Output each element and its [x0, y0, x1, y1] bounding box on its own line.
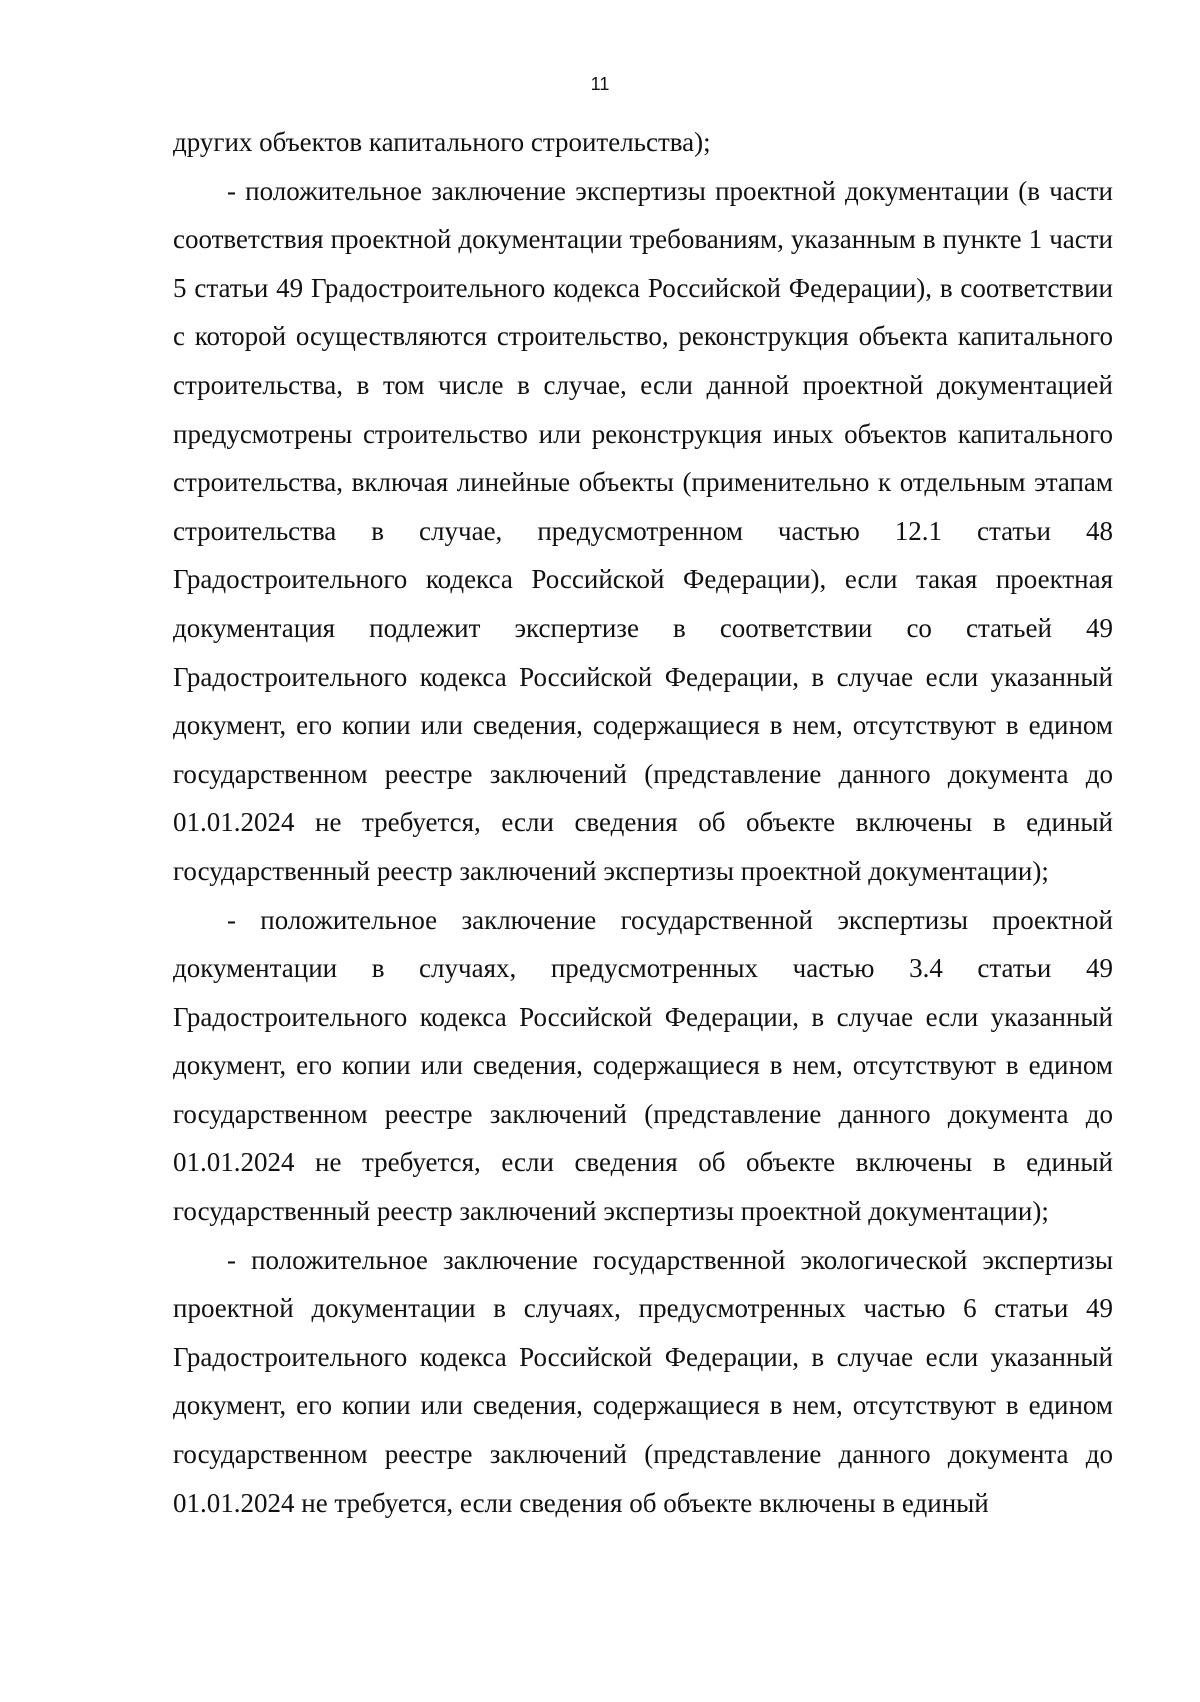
document-body	[173, 118, 1113, 1527]
page-number: 11	[590, 74, 610, 94]
paragraph-continuation: других объектов капитального строительства);	[173, 127, 711, 157]
paragraph-state-expertise: - положительное заключение государственной экспертизы проектной документации в случаях, предусмотренных частью 3.4 статьи 49 Градостроительного кодекса Российской Федерации, в случае если указанный документ, его копии или сведения, содержащиеся в нем, отсутствуют в едином государственном реестре заключений (представление данного документа до 01.01.2024 не требуется, если сведения об объекте включены в единый государственный реестр заключений экспертизы проектной документации);	[173, 904, 1113, 1227]
paragraph-project-documentation-expertise: - положительное заключение экспертизы проектной документации (в части соответствия проектной документации требованиям, указанным в пункте 1 части 5 статьи 49 Градостроительного кодекса Российской Федерации), в соответствии с которой осуществляются строительство, реконструкция объекта капитального строительства, в том числе в случае, если данной проектной документацией предусмотрены строительство или реконструкция иных объектов капитального строительства, включая линейные объекты (применительно к отдельным этапам строительства в случае, предусмотренном частью 12.1 статьи 48 Градостроительного кодекса Российской Федерации), если такая проектная документация подлежит экспертизе в соответствии со статьей 49 Градостроительного кодекса Российской Федерации, в случае если указанный документ, его копии или сведения, содержащиеся в нем, отсутствуют в едином государственном реестре заключений (представление данного документа до 01.01.2024 не требуется, если сведения об объекте включены в единый государственный реестр заключений экспертизы проектной документации);	[173, 175, 1113, 886]
paragraph-ecological-expertise: - положительное заключение государственной экологической экспертизы проектной документации в случаях, предусмотренных частью 6 статьи 49 Градостроительного кодекса Российской Федерации, в случае если указанный документ, его копии или сведения, содержащиеся в нем, отсутствуют в едином государственном реестре заключений (представление данного документа до 01.01.2024 не требуется, если сведения об объекте включены в единый	[173, 1244, 1113, 1518]
